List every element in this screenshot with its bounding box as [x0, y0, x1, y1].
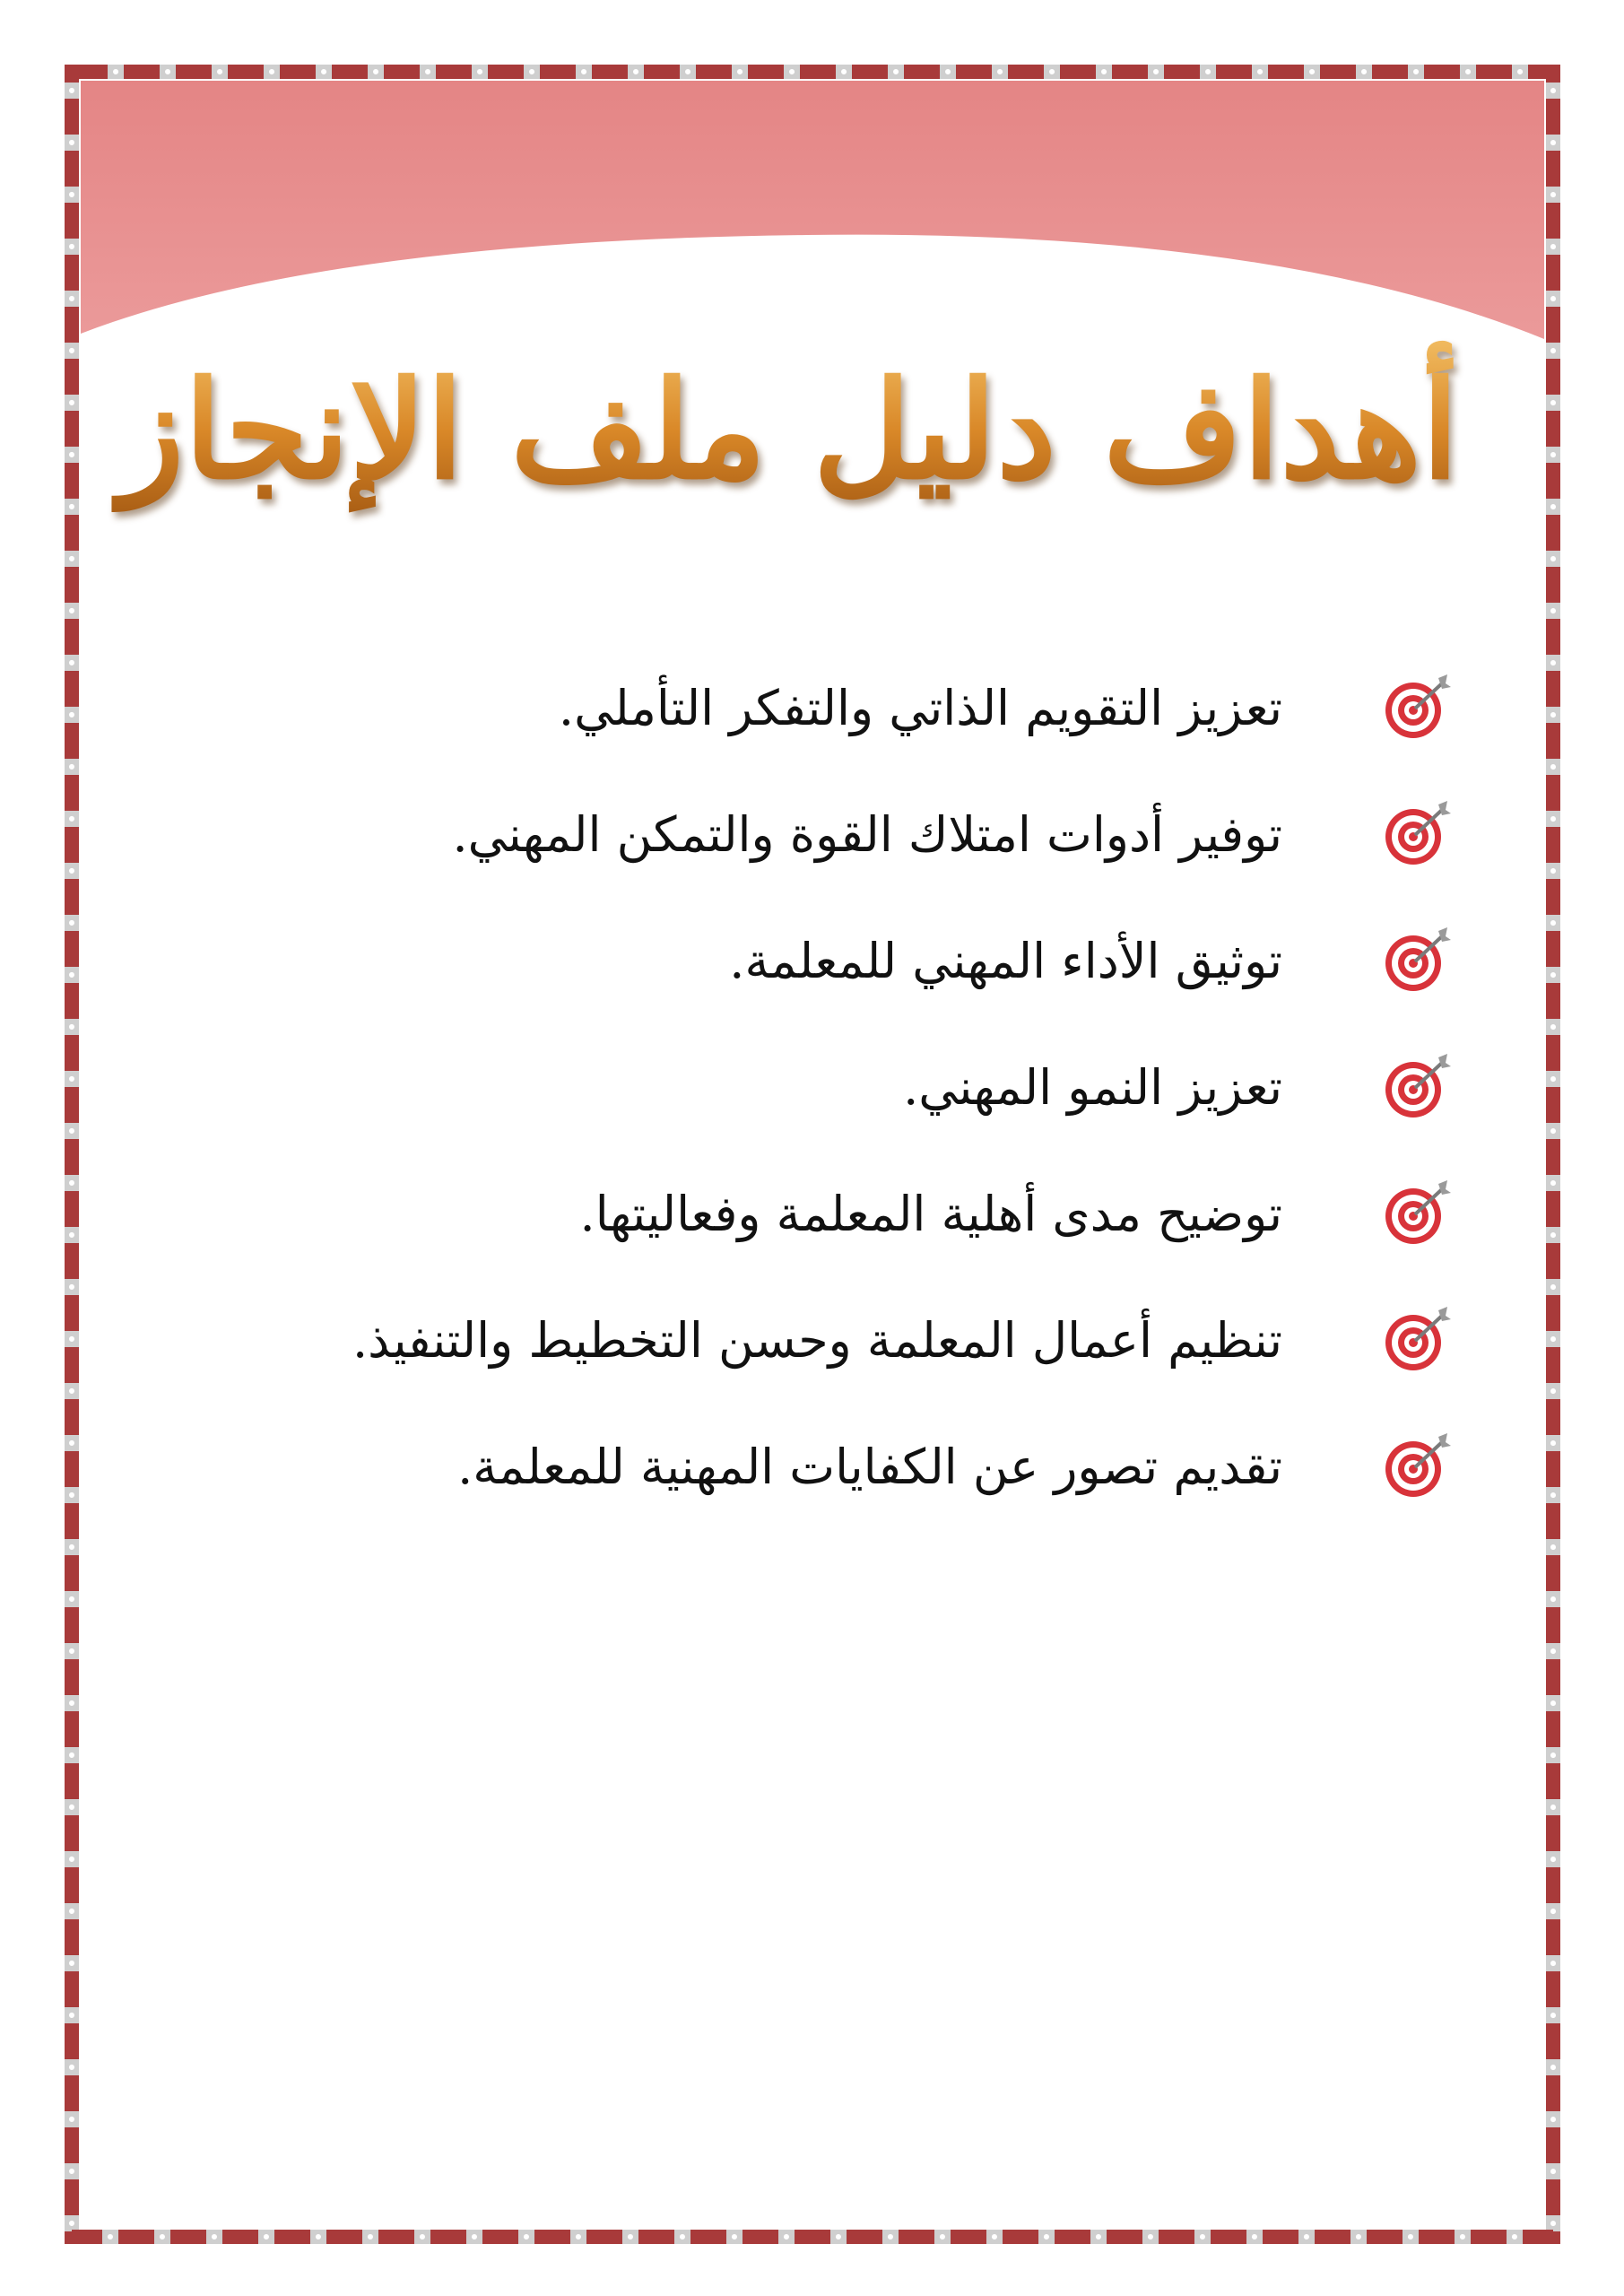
target-icon — [1381, 1430, 1453, 1501]
list-item — [179, 1278, 1453, 1405]
list-item — [179, 899, 1453, 1025]
header-band — [81, 81, 1544, 339]
goal-text: توضيح مدى أهلية المعلمة وفعاليتها. — [579, 1186, 1282, 1242]
goal-text: تنظيم أعمال المعلمة وحسن التخطيط والتنفيذ. — [352, 1312, 1282, 1369]
target-icon — [1381, 797, 1453, 869]
goal-text: توثيق الأداء المهني للمعلمة. — [729, 933, 1282, 989]
target-icon — [1381, 1177, 1453, 1248]
list-item — [179, 646, 1453, 772]
target-icon — [1381, 1303, 1453, 1375]
goal-text: تعزيز التقويم الذاتي والتفكر التأملي. — [558, 680, 1282, 736]
target-icon — [1381, 1050, 1453, 1122]
list-item — [179, 1152, 1453, 1278]
goal-text: تعزيز النمو المهني. — [903, 1059, 1282, 1116]
list-item — [179, 1405, 1453, 1531]
target-icon — [1381, 924, 1453, 996]
goal-text: توفير أدوات امتلاك القوة والتمكن المهني. — [452, 806, 1282, 863]
goal-text: تقديم تصور عن الكفايات المهنية للمعلمة. — [457, 1439, 1282, 1495]
goals-list — [179, 646, 1453, 1531]
target-icon — [1381, 671, 1453, 743]
page-title: أهداف دليل ملف الإنجاز — [108, 323, 1471, 538]
list-item — [179, 772, 1453, 899]
list-item — [179, 1025, 1453, 1152]
